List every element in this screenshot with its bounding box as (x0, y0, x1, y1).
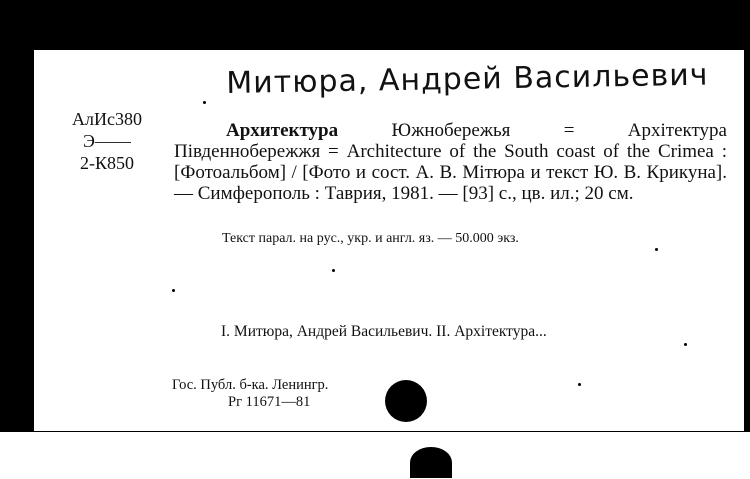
shelfmark-line-2: Э—— (83, 131, 131, 151)
ink-speck (203, 101, 206, 104)
library-name: Гос. Публ. б-ка. Ленингр. (172, 377, 329, 393)
ink-blot (385, 380, 427, 422)
card-edge (744, 50, 750, 431)
bibliographic-entry (174, 120, 727, 204)
ink-speck (655, 248, 658, 251)
shelfmark-line-3: 2-К850 (80, 153, 134, 173)
library-number: Рг 11671—81 (228, 394, 311, 410)
ink-speck (172, 289, 175, 292)
tracings: I. Митюра, Андрей Васильевич. II. Архітектура... (221, 323, 547, 340)
ink-speck (578, 383, 581, 386)
shelfmark (62, 108, 152, 174)
shelfmark-line-1: АлИс380 (72, 109, 142, 129)
edition-note: Текст парал. на рус., укр. и англ. яз. — 50.000 экз. (222, 231, 519, 246)
entry-description: Южнобережья = Архітектура Південнобережжя = Architecture of the South coast of the Crimea : [Фотоальбом] / [Фото и сост. А. В. Мітюра и текст Ю. В. Крикуна]. — Симферополь : Таврия, 1981. — [93] с., цв. ил.; 20 см. (174, 120, 727, 204)
entry-title: Архитектура (226, 120, 339, 141)
ink-speck (684, 343, 687, 346)
ink-blot-lower (410, 447, 452, 478)
library-info (172, 377, 328, 411)
handwritten-author-name: Митюра, Андрей Васильевич (226, 57, 709, 101)
next-card-strip (0, 431, 750, 479)
ink-speck (332, 269, 335, 272)
